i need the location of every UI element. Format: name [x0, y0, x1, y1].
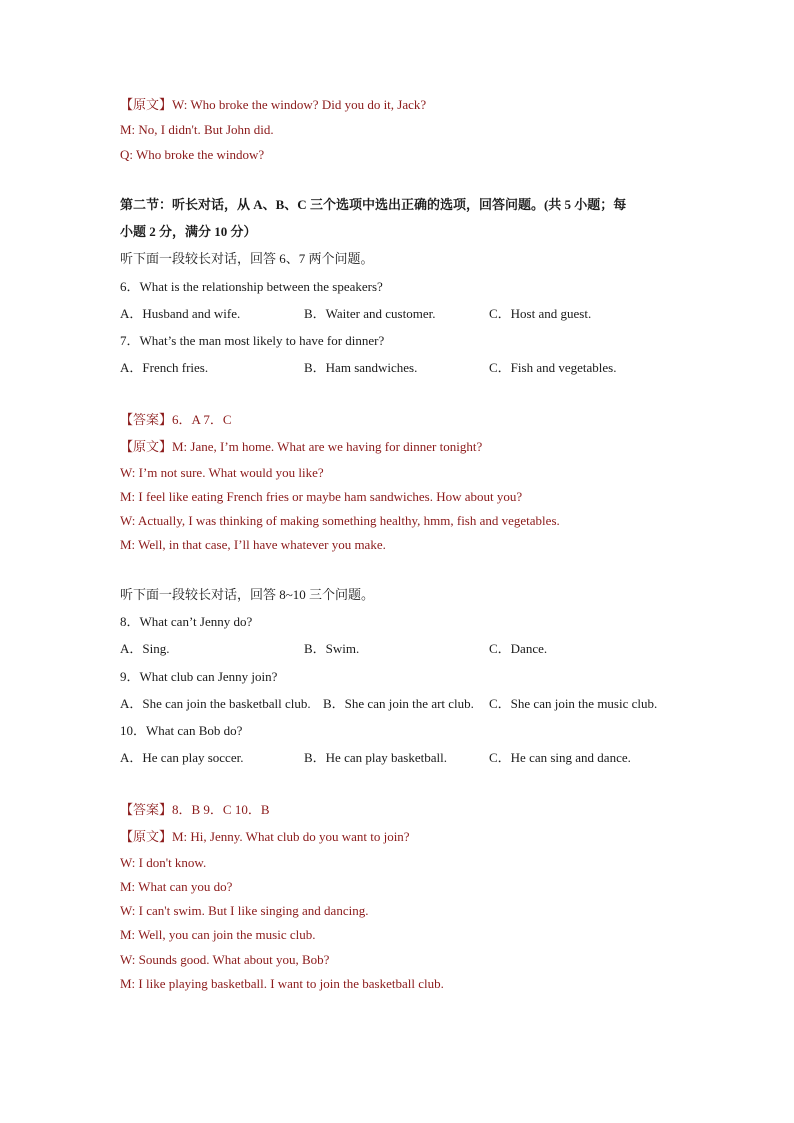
transcript-line: M: What can you do? — [120, 879, 233, 894]
transcript-line: W: I’m not sure. What would you like? — [120, 465, 324, 480]
question-stem: 8．What can’t Jenny do? — [120, 614, 253, 629]
option-b: B．He can play basketball. — [304, 750, 447, 765]
option-a: A．He can play soccer. — [120, 750, 244, 765]
option-a: A．Husband and wife. — [120, 306, 241, 321]
transcript-line: 【原文】W: Who broke the window? Did you do it, Jack? — [120, 97, 427, 112]
transcript-line: W: Actually, I was thinking of making something healthy, hmm, fish and vegetables. — [120, 513, 560, 528]
answer-label: 【答案】8．B 9．C 10．B — [120, 802, 270, 817]
option-c: C．Dance. — [489, 641, 548, 656]
transcript-line: W: I don't know. — [120, 855, 207, 870]
transcript-line: W: I can't swim. But I like singing and dancing. — [120, 903, 369, 918]
option-c: C．Fish and vegetables. — [489, 360, 617, 375]
transcript-line: M: Well, in that case, I’ll have whatever you make. — [120, 537, 386, 552]
question-stem: 6．What is the relationship between the speakers? — [120, 279, 383, 294]
answer-label: 【答案】6．A 7．C — [120, 412, 232, 427]
option-a: A．She can join the basketball club. — [120, 696, 311, 711]
section-heading-cont: 小题 2 分，满分 10 分） — [120, 224, 257, 239]
option-a: A．French fries. — [120, 360, 209, 375]
instruction: 听下面一段较长对话，回答 6、7 两个问题。 — [120, 251, 374, 266]
option-b: B．Ham sandwiches. — [304, 360, 418, 375]
option-b: B．Waiter and customer. — [304, 306, 436, 321]
question-stem: 10．What can Bob do? — [120, 723, 243, 738]
option-a: A．Sing. — [120, 641, 170, 656]
option-b: B．She can join the art club. — [323, 696, 474, 711]
transcript-line: 【原文】M: Hi, Jenny. What club do you want to join? — [120, 829, 410, 844]
transcript-line: M: Well, you can join the music club. — [120, 927, 316, 942]
transcript-line: M: I like playing basketball. I want to join the basketball club. — [120, 976, 444, 991]
instruction: 听下面一段较长对话，回答 8~10 三个问题。 — [120, 587, 375, 602]
transcript-line: M: No, I didn't. But John did. — [120, 122, 274, 137]
option-c: C．Host and guest. — [489, 306, 592, 321]
transcript-line: M: I feel like eating French fries or maybe ham sandwiches. How about you? — [120, 489, 523, 504]
section-heading: 第二节：听长对话，从 A、B、C 三个选项中选出正确的选项，回答问题。(共 5 小题；每 — [120, 197, 627, 212]
transcript-line: 【原文】M: Jane, I’m home. What are we having for dinner tonight? — [120, 439, 483, 454]
option-c: C．He can sing and dance. — [489, 750, 631, 765]
transcript-line: W: Sounds good. What about you, Bob? — [120, 952, 330, 967]
transcript-line: Q: Who broke the window? — [120, 147, 265, 162]
option-c: C．She can join the music club. — [489, 696, 658, 711]
option-b: B．Swim. — [304, 641, 360, 656]
question-stem: 7．What’s the man most likely to have for dinner? — [120, 333, 385, 348]
question-stem: 9．What club can Jenny join? — [120, 669, 278, 684]
